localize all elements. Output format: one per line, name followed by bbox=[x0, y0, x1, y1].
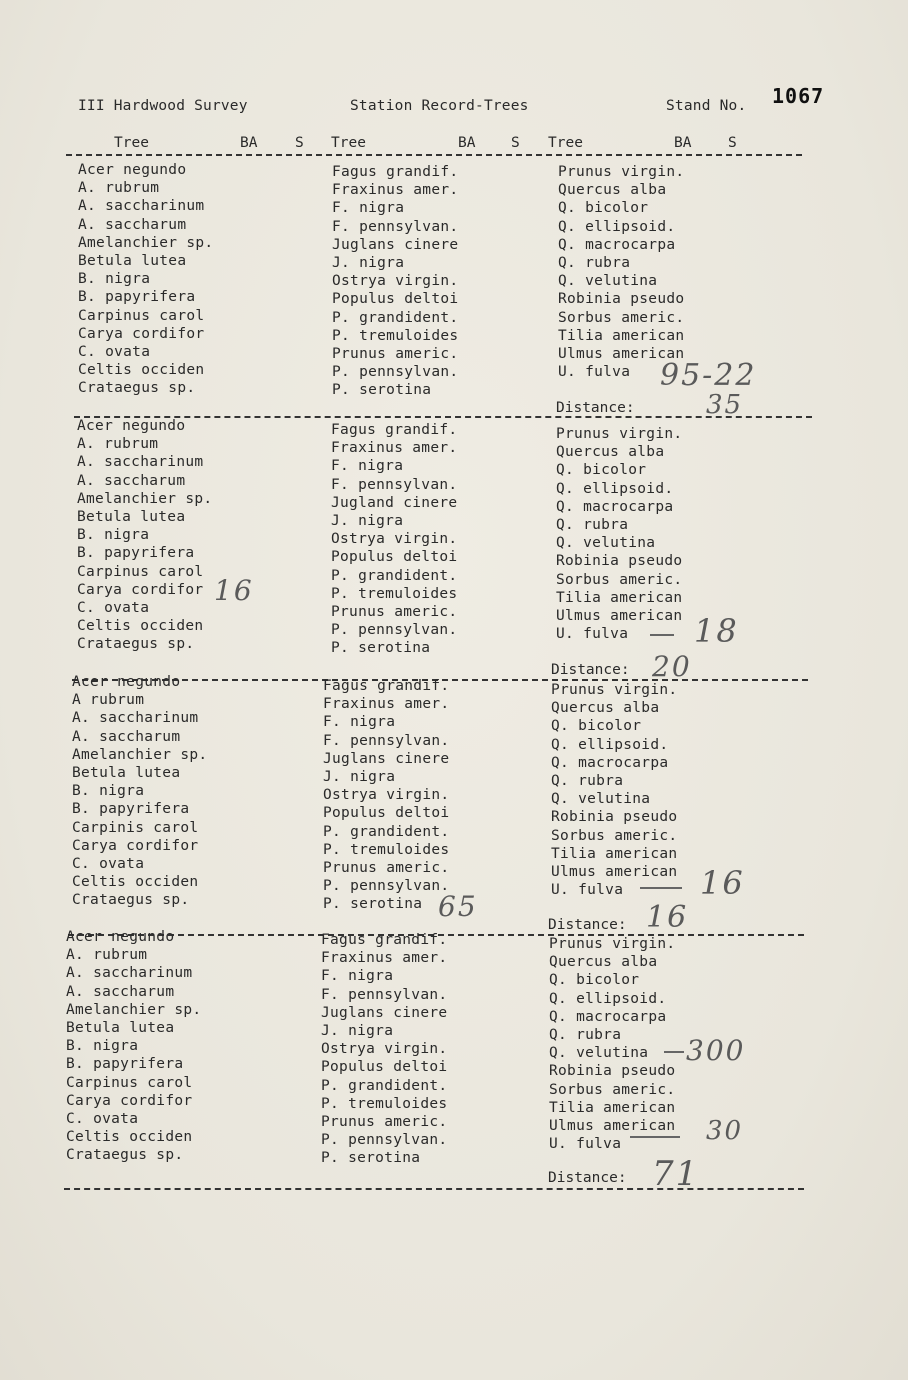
tree-entry: Q. macrocarpa bbox=[551, 754, 669, 771]
tree-entry: B. papyrifera bbox=[66, 1056, 184, 1073]
col-header-s-3: S bbox=[728, 135, 737, 151]
tree-entry: F. pennsylvan. bbox=[323, 732, 450, 749]
tree-entry: Celtis occiden bbox=[77, 618, 204, 635]
tree-entry: U. fulva bbox=[556, 626, 629, 643]
tree-entry: P. tremuloides bbox=[332, 327, 459, 344]
tree-entry: U. fulva bbox=[551, 882, 624, 899]
tree-entry: Fagus grandif. bbox=[332, 164, 459, 180]
tree-entry: B. nigra bbox=[72, 783, 145, 800]
tree-entry: P. grandident. bbox=[321, 1077, 448, 1094]
section-1-col-1 bbox=[78, 161, 213, 397]
handwritten-distance-3: 16 bbox=[646, 900, 689, 935]
tree-entry: Tilia american bbox=[556, 589, 683, 606]
tree-entry: C. ovata bbox=[78, 343, 151, 360]
tree-entry: A. rubrum bbox=[77, 436, 159, 453]
handwritten-tally-1: 95-22 bbox=[660, 358, 757, 393]
tree-entry: Carpinis carol bbox=[72, 819, 199, 836]
tree-entry: Carpinus carol bbox=[77, 563, 204, 580]
tree-entry: Jugland cinere bbox=[331, 494, 458, 511]
handwritten-distance-4: 71 bbox=[652, 1154, 700, 1194]
tree-entry: F. nigra bbox=[332, 200, 405, 217]
handwritten-carya-2: 16 bbox=[214, 574, 254, 607]
tree-entry: P. grandident. bbox=[331, 567, 458, 584]
tree-entry: Tilia american bbox=[549, 1099, 676, 1116]
handwritten-velutina-4: 300 bbox=[686, 1034, 746, 1067]
tree-entry: Tilia american bbox=[551, 845, 678, 862]
tree-entry: Carpinus carol bbox=[78, 307, 205, 324]
handwritten-fulva-2: 18 bbox=[694, 612, 739, 650]
tree-entry: A. saccharum bbox=[77, 472, 186, 489]
tree-entry: Ostrya virgin. bbox=[332, 273, 459, 290]
tree-entry: Fagus grandif. bbox=[331, 422, 458, 438]
tree-entry: Amelanchier sp. bbox=[72, 746, 208, 763]
tree-entry: Carya cordifor bbox=[66, 1092, 193, 1109]
stand-number: 1067 bbox=[772, 84, 825, 108]
tree-entry: Q. velutina bbox=[551, 791, 651, 808]
tree-entry: A. saccharum bbox=[72, 728, 181, 745]
tree-entry: Q. velutina bbox=[558, 273, 658, 290]
tree-entry: B. nigra bbox=[77, 527, 150, 544]
tree-entry: P. grandident. bbox=[323, 823, 450, 840]
tree-entry: Betula lutea bbox=[77, 508, 186, 525]
tree-entry: Quercus alba bbox=[551, 700, 660, 717]
tree-entry: A. saccharinum bbox=[78, 198, 205, 215]
tree-entry: P. pennsylvan. bbox=[321, 1132, 448, 1149]
tree-entry: B. papyrifera bbox=[77, 545, 195, 562]
tree-entry: Sorbus americ. bbox=[549, 1081, 676, 1098]
tree-entry: Celtis occiden bbox=[78, 362, 205, 379]
tree-entry: Celtis occiden bbox=[66, 1129, 193, 1146]
tree-entry: F. pennsylvan. bbox=[321, 986, 448, 1003]
tree-entry: C. ovata bbox=[66, 1110, 139, 1127]
tree-entry: Q. ellipsoid. bbox=[556, 480, 674, 497]
tree-entry: Q. bicolor bbox=[556, 462, 647, 479]
tree-entry: Prunus virgin. bbox=[549, 936, 676, 952]
tree-entry: Fraxinus amer. bbox=[331, 440, 458, 457]
handwritten-fulva-3: 16 bbox=[700, 864, 745, 902]
section-2-col-2 bbox=[331, 421, 457, 657]
section-1-col-2 bbox=[332, 163, 458, 399]
section-4-col-1 bbox=[66, 928, 201, 1164]
tree-entry: Amelanchier sp. bbox=[78, 234, 214, 251]
tree-entry: Quercus alba bbox=[549, 954, 658, 971]
section-1-col-3 bbox=[558, 163, 684, 381]
col-header-tree-3: Tree bbox=[548, 135, 583, 151]
col-header-ba-3: BA bbox=[674, 135, 692, 151]
tree-entry: C. ovata bbox=[72, 855, 145, 872]
tree-entry: Prunus virgin. bbox=[551, 682, 678, 698]
tree-entry: B. papyrifera bbox=[72, 801, 190, 818]
form-title: Station Record-Trees bbox=[350, 98, 529, 114]
tree-entry: C. ovata bbox=[77, 599, 150, 616]
tree-entry: Tilia american bbox=[558, 327, 685, 344]
tree-entry: J. nigra bbox=[323, 768, 396, 785]
tree-entry: Crataegus sp. bbox=[78, 380, 196, 397]
tree-entry: A rubrum bbox=[72, 692, 145, 709]
tree-entry: Quercus alba bbox=[556, 444, 665, 461]
tree-entry: Betula lutea bbox=[72, 764, 181, 781]
tree-entry: Ostrya virgin. bbox=[323, 787, 450, 804]
tree-entry: A. saccharinum bbox=[72, 710, 199, 727]
tree-entry: Acer negundo bbox=[78, 162, 187, 178]
col-header-ba-2: BA bbox=[458, 135, 476, 151]
tree-entry: P. serotina bbox=[332, 382, 432, 399]
tree-entry: Q. rubra bbox=[549, 1026, 622, 1043]
section-2-col-3 bbox=[556, 425, 682, 643]
tree-entry: Q. ellipsoid. bbox=[551, 736, 669, 753]
section-4-col-3 bbox=[549, 935, 675, 1153]
tree-entry: Crataegus sp. bbox=[66, 1147, 184, 1164]
tree-entry: Prunus americ. bbox=[321, 1113, 448, 1130]
tree-entry: A. rubrum bbox=[78, 180, 160, 197]
tree-entry: Robinia pseudo bbox=[549, 1063, 676, 1080]
section-2-col-1 bbox=[77, 417, 212, 653]
tree-entry: P. tremuloides bbox=[331, 585, 458, 602]
tree-entry: Acer negundo bbox=[72, 674, 181, 690]
tree-entry: J. nigra bbox=[321, 1022, 394, 1039]
tree-entry: Betula lutea bbox=[78, 252, 187, 269]
col-header-ba-1: BA bbox=[240, 135, 258, 151]
tree-entry: P. tremuloides bbox=[323, 841, 450, 858]
tree-entry: Prunus virgin. bbox=[558, 164, 685, 180]
tree-entry: Quercus alba bbox=[558, 182, 667, 199]
tree-entry: Carya cordifor bbox=[72, 837, 199, 854]
tree-entry: Q. velutina bbox=[549, 1045, 649, 1062]
tree-entry: Q. macrocarpa bbox=[556, 498, 674, 515]
tree-entry: Fagus grandif. bbox=[323, 678, 450, 694]
tree-entry: Ulmus american bbox=[556, 607, 683, 624]
tree-entry: Robinia pseudo bbox=[556, 553, 683, 570]
tree-entry: Fraxinus amer. bbox=[332, 182, 459, 199]
col-header-s-2: S bbox=[511, 135, 520, 151]
tree-entry: Prunus americ. bbox=[332, 345, 459, 362]
col-header-tree-1: Tree bbox=[114, 135, 149, 151]
col-header-tree-2: Tree bbox=[331, 135, 366, 151]
tree-entry: P. tremuloides bbox=[321, 1095, 448, 1112]
tree-entry: Q. macrocarpa bbox=[549, 1008, 667, 1025]
handwritten-ulmus-4: 30 bbox=[706, 1116, 744, 1146]
tree-entry: Carpinus carol bbox=[66, 1074, 193, 1091]
tree-entry: P. pennsylvan. bbox=[332, 364, 459, 381]
handwritten-dash bbox=[640, 887, 682, 889]
tree-entry: Carya cordifor bbox=[77, 581, 204, 598]
tree-entry: Juglans cinere bbox=[321, 1004, 448, 1021]
tree-entry: A. rubrum bbox=[66, 947, 148, 964]
tree-entry: Acer negundo bbox=[66, 929, 175, 945]
tree-entry: B. nigra bbox=[78, 271, 151, 288]
tree-entry: Q. rubra bbox=[551, 772, 624, 789]
handwritten-dash bbox=[650, 634, 674, 636]
tree-entry: A. saccharum bbox=[78, 216, 187, 233]
tree-entry: Ostrya virgin. bbox=[321, 1041, 448, 1058]
tree-entry: Q. ellipsoid. bbox=[549, 990, 667, 1007]
section-label: III Hardwood Survey bbox=[78, 98, 248, 114]
tree-entry: Fagus grandif. bbox=[321, 932, 448, 948]
tree-entry: Prunus americ. bbox=[323, 859, 450, 876]
tree-entry: Populus deltoi bbox=[321, 1059, 448, 1076]
tree-entry: Sorbus americ. bbox=[558, 309, 685, 326]
handwritten-dash bbox=[664, 1051, 684, 1053]
tree-entry: B. papyrifera bbox=[78, 289, 196, 306]
tree-entry: Q. macrocarpa bbox=[558, 236, 676, 253]
tree-entry: P. serotina bbox=[321, 1150, 421, 1167]
section-3-col-2 bbox=[323, 677, 449, 913]
section-divider-4 bbox=[64, 1188, 804, 1190]
handwritten-distance-2: 20 bbox=[652, 650, 692, 683]
tree-entry: Ulmus american bbox=[549, 1117, 676, 1134]
tree-entry: Q. bicolor bbox=[558, 200, 649, 217]
tree-entry: Fraxinus amer. bbox=[323, 696, 450, 713]
tree-entry: Q. rubra bbox=[558, 254, 631, 271]
distance-label-2: Distance: bbox=[551, 662, 630, 678]
tree-entry: P. grandident. bbox=[332, 309, 459, 326]
handwritten-underline bbox=[630, 1136, 680, 1138]
tree-entry: Populus deltoi bbox=[331, 549, 458, 566]
distance-label-3: Distance: bbox=[548, 917, 627, 933]
tree-entry: Q. rubra bbox=[556, 516, 629, 533]
tree-entry: Crataegus sp. bbox=[72, 892, 190, 909]
section-3-col-3 bbox=[551, 681, 677, 899]
tree-entry: F. pennsylvan. bbox=[331, 476, 458, 493]
tree-entry: U. fulva bbox=[558, 364, 631, 381]
tree-entry: Populus deltoi bbox=[332, 291, 459, 308]
tree-entry: Crataegus sp. bbox=[77, 636, 195, 653]
handwritten-serotina-3: 65 bbox=[438, 890, 478, 923]
tree-entry: F. nigra bbox=[323, 714, 396, 731]
tree-entry: P. pennsylvan. bbox=[331, 622, 458, 639]
tree-entry: Robinia pseudo bbox=[551, 809, 678, 826]
tree-entry: Ulmus american bbox=[551, 863, 678, 880]
tree-entry: Prunus americ. bbox=[331, 603, 458, 620]
tree-entry: Carya cordifor bbox=[78, 325, 205, 342]
tree-entry: Celtis occiden bbox=[72, 874, 199, 891]
tree-entry: Amelanchier sp. bbox=[77, 490, 213, 507]
tree-entry: Ulmus american bbox=[558, 345, 685, 362]
tree-entry: A. saccharinum bbox=[66, 965, 193, 982]
tree-entry: Ostrya virgin. bbox=[331, 531, 458, 548]
stand-label: Stand No. bbox=[666, 98, 747, 114]
tree-entry: F. pennsylvan. bbox=[332, 218, 459, 235]
tree-entry: B. nigra bbox=[66, 1038, 139, 1055]
tree-entry: Q. bicolor bbox=[551, 718, 642, 735]
tree-entry: Sorbus americ. bbox=[551, 827, 678, 844]
tree-entry: P. pennsylvan. bbox=[323, 878, 450, 895]
col-header-s-1: S bbox=[295, 135, 304, 151]
tree-entry: Q. bicolor bbox=[549, 972, 640, 989]
tree-entry: Q. velutina bbox=[556, 535, 656, 552]
tree-entry: J. nigra bbox=[332, 254, 405, 271]
section-4-col-2 bbox=[321, 931, 447, 1167]
tree-entry: P. serotina bbox=[323, 896, 423, 913]
tree-entry: A. saccharinum bbox=[77, 454, 204, 471]
section-3-col-1 bbox=[72, 673, 207, 909]
distance-label-4: Distance: bbox=[548, 1170, 627, 1186]
tree-entry: Juglans cinere bbox=[323, 750, 450, 767]
tree-entry: Q. ellipsoid. bbox=[558, 218, 676, 235]
tree-entry: Betula lutea bbox=[66, 1019, 175, 1036]
tree-entry: A. saccharum bbox=[66, 983, 175, 1000]
tree-entry: Fraxinus amer. bbox=[321, 950, 448, 967]
tree-entry: Robinia pseudo bbox=[558, 291, 685, 308]
tree-entry: J. nigra bbox=[331, 512, 404, 529]
tree-entry: Sorbus americ. bbox=[556, 571, 683, 588]
tree-entry: Prunus virgin. bbox=[556, 426, 683, 442]
tree-entry: Populus deltoi bbox=[323, 805, 450, 822]
distance-label-1: Distance: bbox=[556, 400, 635, 416]
tree-entry: F. nigra bbox=[331, 458, 404, 475]
tree-entry: F. nigra bbox=[321, 968, 394, 985]
header-divider bbox=[66, 154, 802, 156]
tree-entry: Amelanchier sp. bbox=[66, 1001, 202, 1018]
tree-entry: Acer negundo bbox=[77, 418, 186, 434]
tree-entry: Juglans cinere bbox=[332, 236, 459, 253]
handwritten-distance-1: 35 bbox=[706, 390, 744, 420]
tree-entry: P. serotina bbox=[331, 640, 431, 657]
tree-entry: U. fulva bbox=[549, 1136, 622, 1153]
